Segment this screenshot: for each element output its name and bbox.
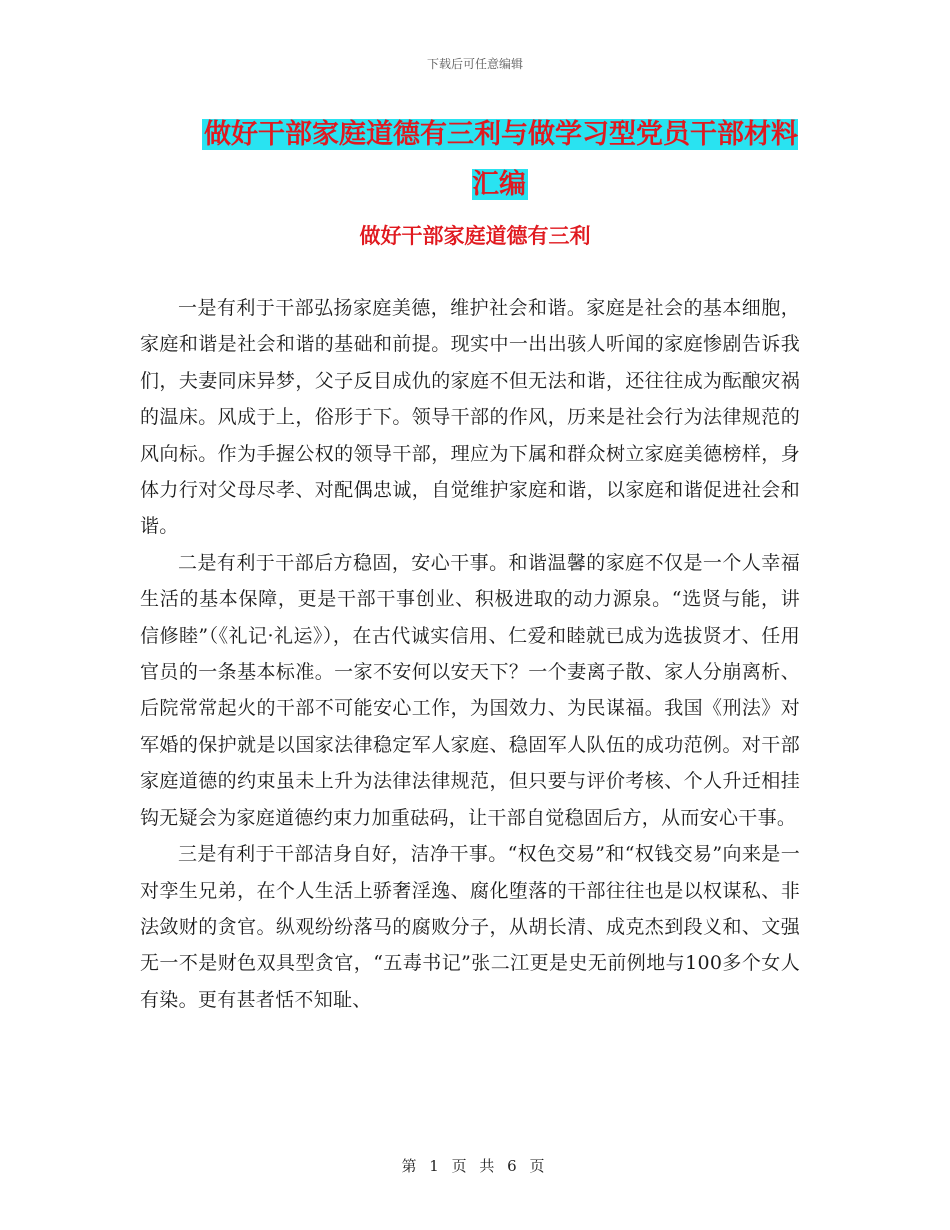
body-text [140, 290, 800, 1018]
main-title-text: 做好干部家庭道德有三利与做学习型党员干部材料汇编 [204, 119, 798, 200]
page-footer: 第 1 页 共 6 页 [401, 1157, 549, 1175]
main-title [190, 110, 810, 210]
section-title: 做好干部家庭道德有三利 [359, 224, 591, 248]
paragraph-1: 一是有利于干部弘扬家庭美德，维护社会和谐。家庭是社会的基本细胞，家庭和谐是社会和谐的基础和前提。现实中一出出骇人听闻的家庭惨剧告诉我们，夫妻同床异梦，父子反目成仇的家庭不但无法和谐，还往往成为酝酿灾祸的温床。风成于上，俗形于下。领导干部的作风，历来是社会行为法律规范的风向标。作为手握公权的领导干部，理应为下属和群众树立家庭美德榜样，身体力行对父母尽孝、对配偶忠诚，自觉维护家庭和谐，以家庭和谐促进社会和谐。 [140, 297, 800, 538]
header-note: 下载后可任意编辑 [426, 57, 523, 71]
paragraph-3: 三是有利于干部洁身自好，洁净干事。“权色交易”和“权钱交易”向来是一对孪生兄弟，在个人生活上骄奢淫逸、腐化堕落的干部往往也是以权谋私、非法敛财的贪官。纵观纷纷落马的腐败分子，从胡长清、成克杰到段义和、文强无一不是财色双具型贪官，“五毒书记”张二江更是史无前例地与100多个女人有染。更有甚者恬不知耻、 [140, 843, 800, 1011]
paragraph-2: 二是有利于干部后方稳固，安心干事。和谐温馨的家庭不仅是一个人幸福生活的基本保障，更是干部干事创业、积极进取的动力源泉。“选贤与能，讲信修睦”（《礼记·礼运》），在古代诚实信用、仁爱和睦就已成为选拔贤才、任用官员的一条基本标准。一家不安何以安天下？一个妻离子散、家人分崩离析、后院常常起火的干部不可能安心工作，为国效力、为民谋福。我国《刑法》对军婚的保护就是以国家法律稳定军人家庭、稳固军人队伍的成功范例。对干部家庭道德的约束虽未上升为法律法律规范，但只要与评价考核、个人升迁相挂钩无疑会为家庭道德约束力加重砝码，让干部自觉稳固后方，从而安心干事。 [140, 551, 800, 829]
